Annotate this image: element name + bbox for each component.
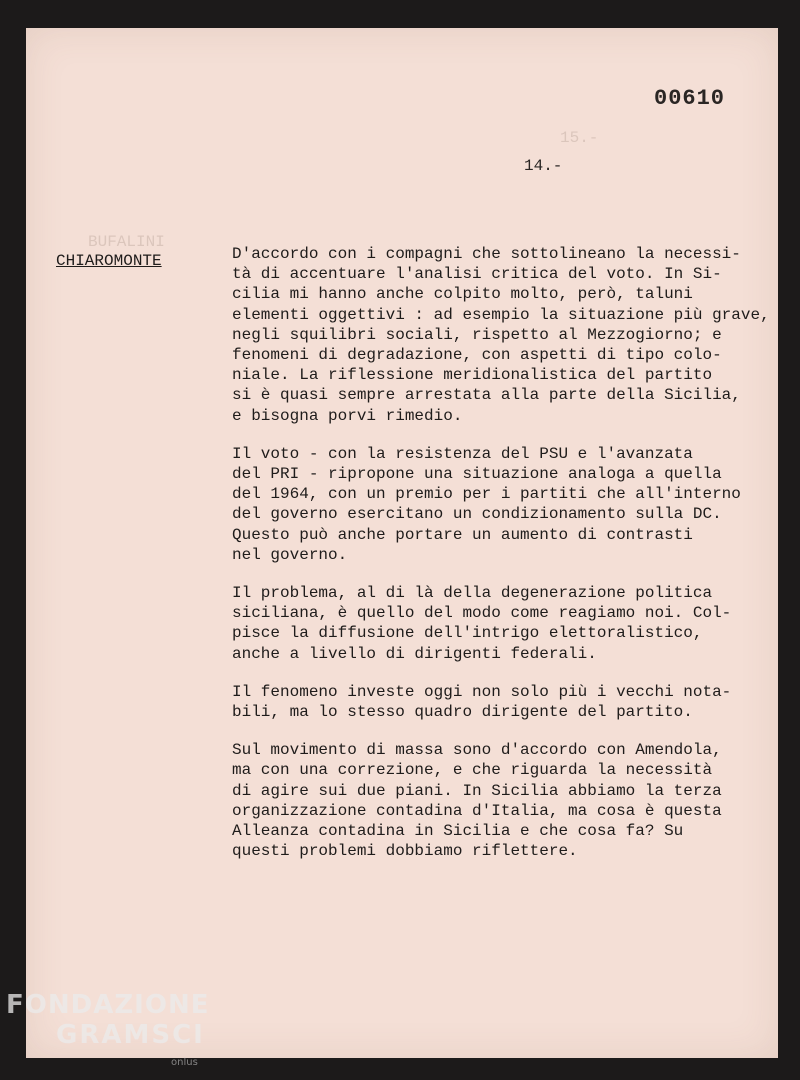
text-line: ma con una correzione, e che riguarda la necessità xyxy=(232,761,713,780)
text-line: cilia mi hanno anche colpito molto, però, taluni xyxy=(232,285,693,304)
show-through-text: 15.- xyxy=(560,129,599,147)
text-line: di agire sui due piani. In Sicilia abbiamo la terza xyxy=(232,781,722,800)
text-line: elementi oggettivi : ad esempio la situazione più grave, xyxy=(232,305,770,324)
paragraph xyxy=(232,583,772,664)
watermark-line: onlus xyxy=(171,1057,198,1068)
text-line: e bisogna porvi rimedio. xyxy=(232,406,463,425)
document-number: 00610 xyxy=(654,86,726,111)
paragraph xyxy=(232,444,772,565)
text-line: bili, ma lo stesso quadro dirigente del partito. xyxy=(232,703,693,722)
text-line: del 1964, con un premio per i partiti che all'interno xyxy=(232,485,741,504)
watermark-line: FONDAZIONE xyxy=(6,990,210,1020)
text-line: anche a livello di dirigenti federali. xyxy=(232,644,597,663)
text-line: D'accordo con i compagni che sottolineano la necessi- xyxy=(232,245,741,263)
text-line: si è quasi sempre arrestata alla parte della Sicilia, xyxy=(232,386,741,405)
text-line: Alleanza contadina in Sicilia e che cosa fa? Su xyxy=(232,822,684,841)
text-line: Il voto - con la resistenza del PSU e l'avanzata xyxy=(232,444,693,463)
text-line: Sul movimento di massa sono d'accordo con Amendola, xyxy=(232,741,722,760)
text-line: Questo può anche portare un aumento di contrasti xyxy=(232,525,693,544)
speaker-name: CHIAROMONTE xyxy=(56,252,162,270)
text-line: niale. La riflessione meridionalistica del partito xyxy=(232,366,713,385)
archive-watermark-logo xyxy=(6,990,210,1068)
text-line: del PRI - ripropone una situazione analoga a quella xyxy=(232,465,722,484)
text-line: pisce la diffusione dell'intrigo elettoralistico, xyxy=(232,624,703,643)
paragraph xyxy=(232,682,772,722)
paragraph xyxy=(232,244,772,426)
page-number: 14.- xyxy=(524,157,563,175)
text-line: Il fenomeno investe oggi non solo più i vecchi nota- xyxy=(232,682,732,701)
show-through-text: BUFALINI xyxy=(88,233,165,251)
text-line: siciliana, è quello del modo come reagiamo noi. Col- xyxy=(232,604,732,623)
speech-body xyxy=(232,244,772,879)
text-line: Il problema, al di là della degenerazione politica xyxy=(232,584,713,603)
text-line: nel governo. xyxy=(232,545,348,564)
text-line: negli squilibri sociali, rispetto al Mezzogiorno; e xyxy=(232,325,722,344)
text-line: questi problemi dobbiamo riflettere. xyxy=(232,842,578,861)
text-line: tà di accentuare l'analisi critica del voto. In Si- xyxy=(232,265,722,284)
watermark-line: GRAMSCI xyxy=(56,1020,205,1050)
text-line: del governo esercitano un condizionamento sulla DC. xyxy=(232,505,722,524)
text-line: organizzazione contadina d'Italia, ma cosa è questa xyxy=(232,801,722,820)
text-line: fenomeni di degradazione, con aspetti di tipo colo- xyxy=(232,346,722,365)
paragraph xyxy=(232,740,772,861)
